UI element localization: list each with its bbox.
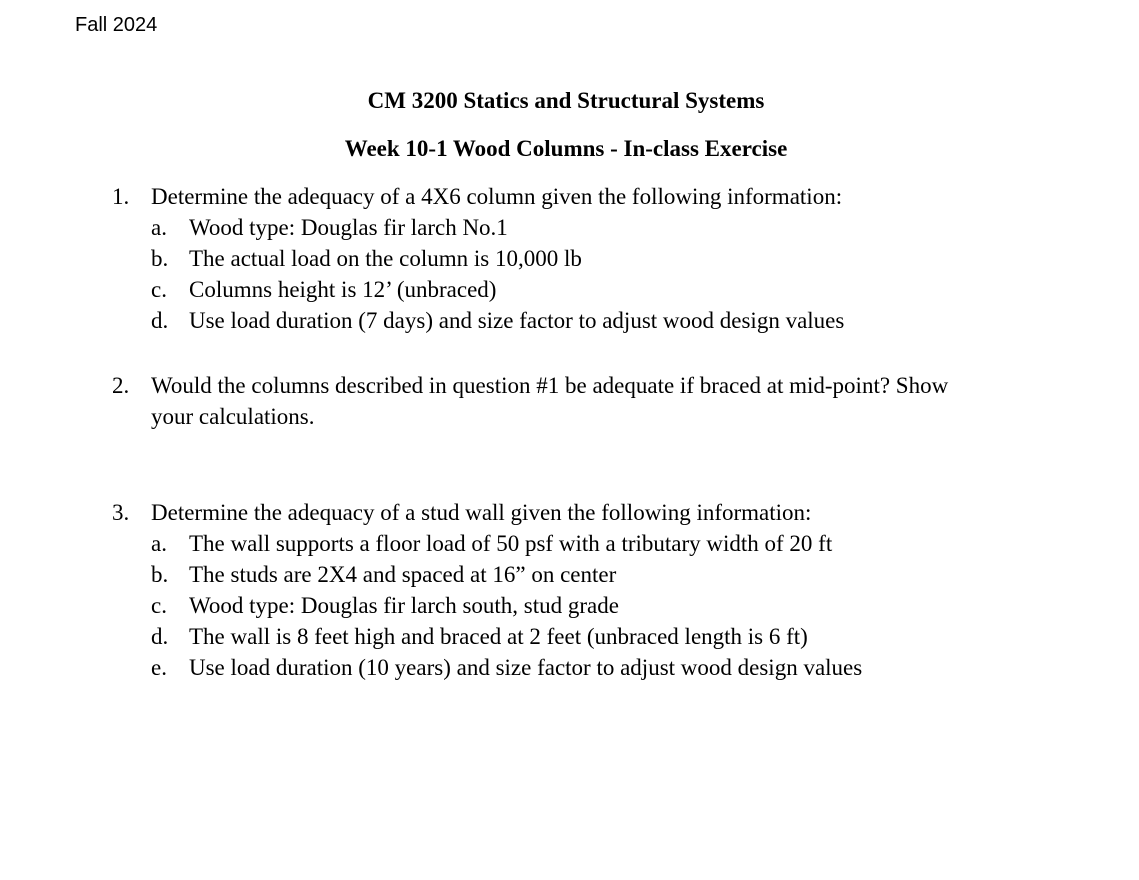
exercise-title: Week 10-1 Wood Columns - In-class Exercise [344, 136, 788, 161]
question-1 [112, 181, 844, 336]
item-letter: d. [151, 308, 169, 333]
item-text: The studs are 2X4 and spaced at 16” on center [189, 562, 617, 587]
question-text: Determine the adequacy of a stud wall given the following information: [151, 500, 812, 525]
list-item [112, 243, 844, 274]
question-2 [112, 370, 948, 432]
list-item [112, 212, 844, 243]
list-item [112, 559, 862, 590]
course-title: CM 3200 Statics and Structural Systems [367, 88, 765, 113]
question-2-stem [112, 370, 948, 401]
item-letter: a. [151, 215, 167, 240]
item-letter: c. [151, 277, 167, 302]
term-header: Fall 2024 [75, 14, 158, 36]
list-item [112, 621, 862, 652]
item-text: The actual load on the column is 10,000 lb [189, 246, 582, 271]
question-1-stem [112, 181, 844, 212]
question-number: 3. [112, 500, 130, 525]
question-number: 1. [112, 184, 130, 209]
item-text: The wall supports a floor load of 50 psf with a tributary width of 20 ft [189, 531, 833, 556]
item-letter: b. [151, 246, 169, 271]
item-text: The wall is 8 feet high and braced at 2 feet (unbraced length is 6 ft) [189, 624, 808, 649]
item-text: Wood type: Douglas fir larch No.1 [189, 215, 508, 240]
item-text: Wood type: Douglas fir larch south, stud grade [189, 593, 619, 618]
question-text-continued: your calculations. [151, 404, 315, 429]
item-letter: d. [151, 624, 169, 649]
item-text: Columns height is 12’ (unbraced) [189, 277, 497, 302]
item-letter: a. [151, 531, 167, 556]
item-letter: b. [151, 562, 169, 587]
question-3 [112, 497, 862, 683]
question-text: Determine the adequacy of a 4X6 column given the following information: [151, 184, 843, 209]
list-item [112, 274, 844, 305]
item-letter: c. [151, 593, 167, 618]
question-3-stem [112, 497, 862, 528]
item-text: Use load duration (7 days) and size factor to adjust wood design values [189, 308, 845, 333]
question-text: Would the columns described in question #1 be adequate if braced at mid-point? Show [151, 373, 949, 398]
item-text: Use load duration (10 years) and size factor to adjust wood design values [189, 655, 863, 680]
list-item [112, 305, 844, 336]
item-letter: e. [151, 655, 167, 680]
list-item [112, 652, 862, 683]
list-item [112, 528, 862, 559]
list-item [112, 590, 862, 621]
question-number: 2. [112, 373, 130, 398]
